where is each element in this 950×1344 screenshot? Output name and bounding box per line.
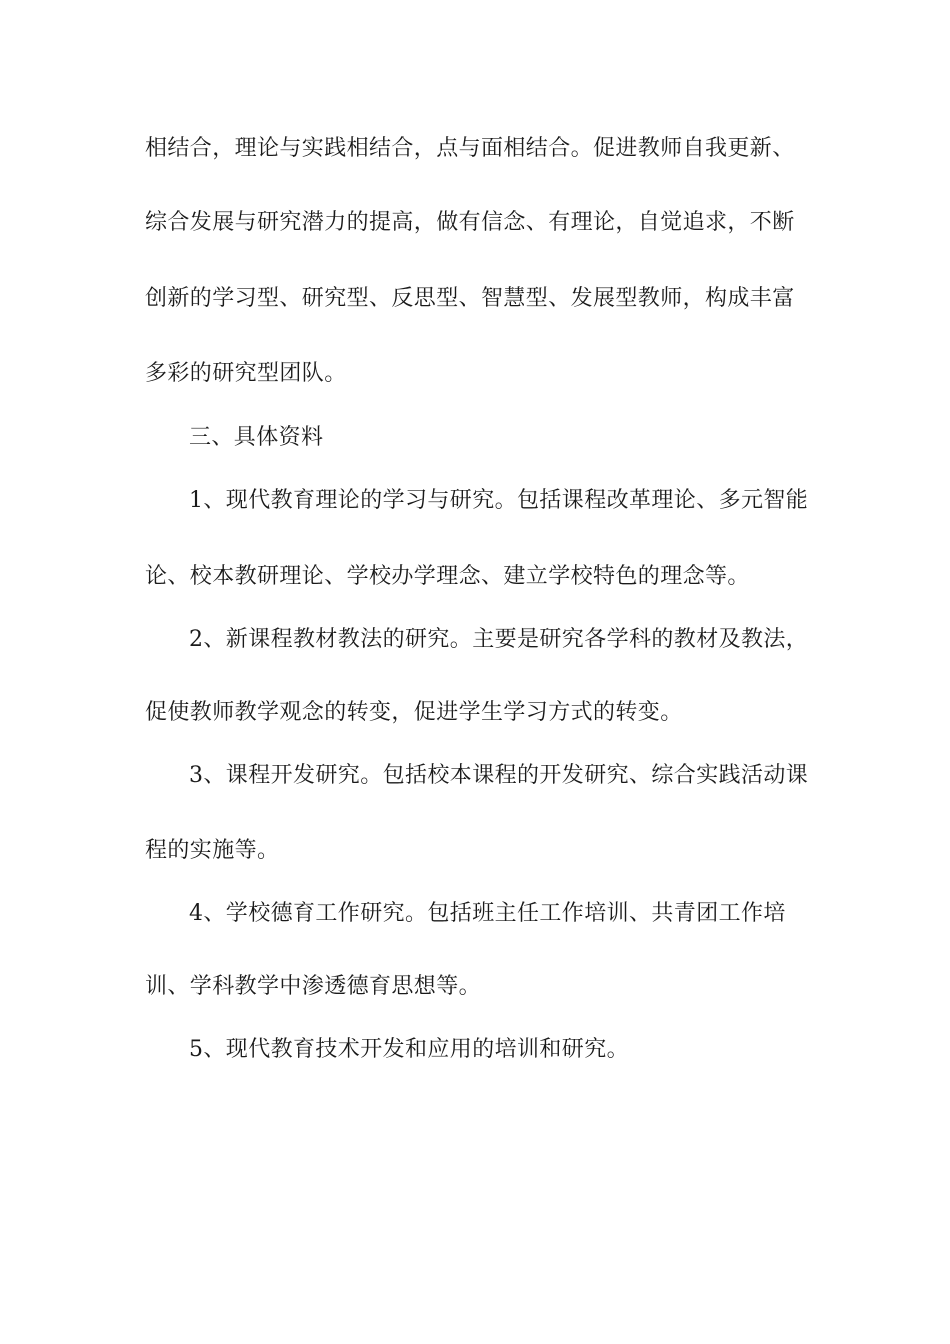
- list-item-4-line: 训、学科教学中渗透德育思想等。: [145, 974, 482, 999]
- list-item-1-line: 1、现代教育理论的学习与研究。包括课程改革理论、多元智能: [189, 488, 809, 513]
- list-item-3-line: 3、课程开发研究。包括校本课程的开发研究、综合实践活动课: [189, 763, 809, 788]
- list-item-1-line: 论、校本教研理论、学校办学理念、建立学校特色的理念等。: [145, 564, 750, 589]
- paragraph-line: 创新的学习型、研究型、反思型、智慧型、发展型教师，构成丰富: [145, 286, 795, 311]
- list-item-5-line: 5、现代教育技术开发和应用的培训和研究。: [189, 1037, 629, 1062]
- list-item-4-line: 4、学校德育工作研究。包括班主任工作培训、共青团工作培: [189, 901, 786, 926]
- paragraph-line: 相结合，理论与实践相结合，点与面相结合。促进教师自我更新、: [145, 136, 795, 161]
- list-item-2-line: 促使教师教学观念的转变，促进学生学习方式的转变。: [145, 700, 683, 725]
- paragraph-line: 多彩的研究型团队。: [145, 361, 347, 386]
- list-item-2-line: 2、新课程教材教法的研究。主要是研究各学科的教材及教法，: [189, 627, 809, 652]
- paragraph-line: 综合发展与研究潜力的提高，做有信念、有理论，自觉追求，不断: [145, 210, 795, 235]
- list-item-3-line: 程的实施等。: [145, 838, 280, 863]
- section-heading: 三、具体资料: [189, 425, 324, 450]
